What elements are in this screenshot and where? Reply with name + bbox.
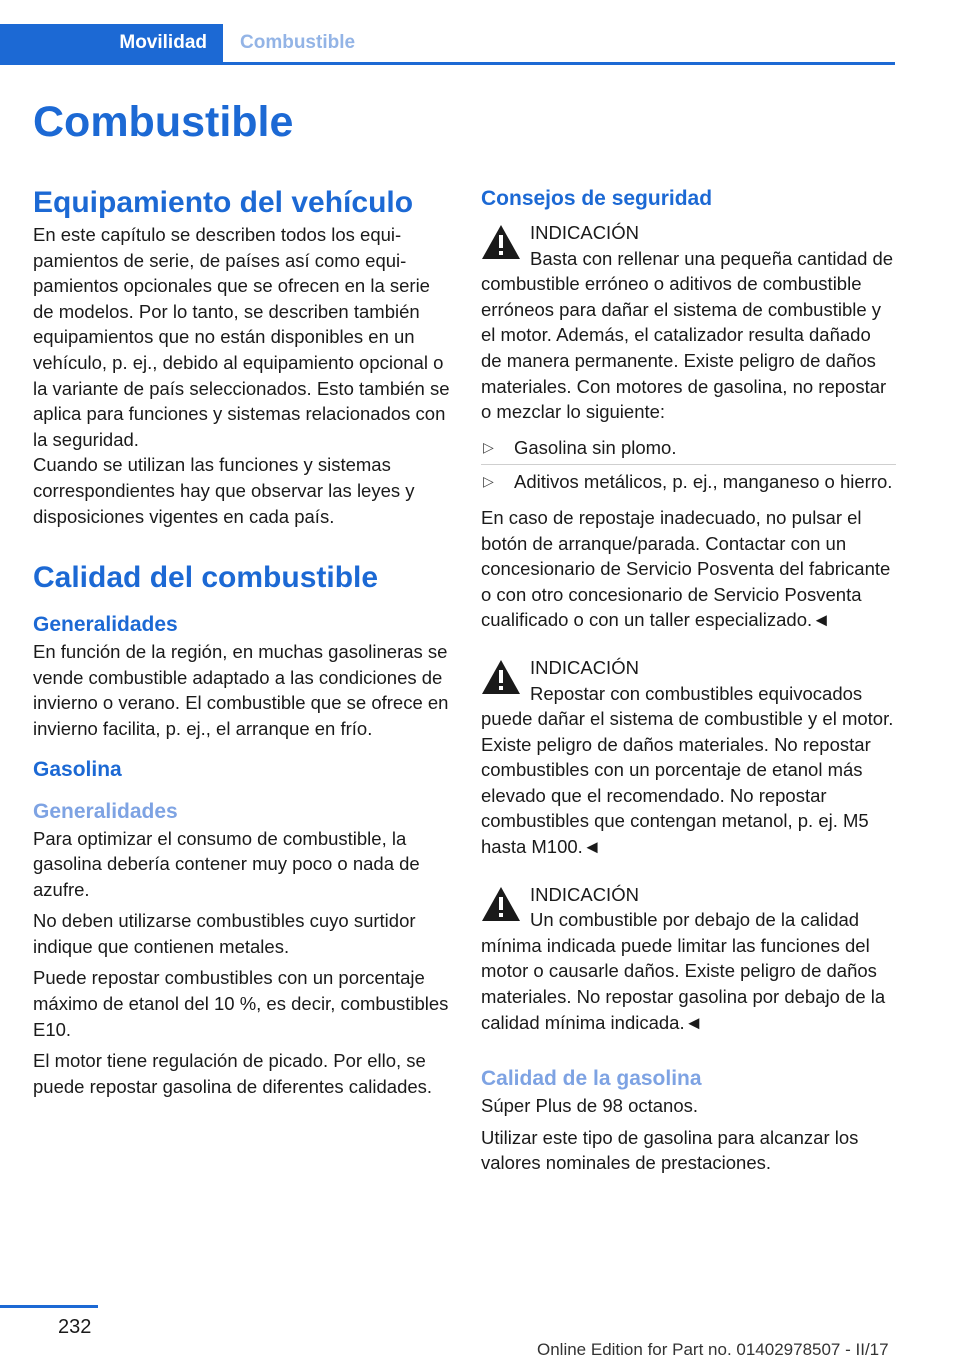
paragraph: El motor tiene regulación de picado. Por ello, se puede repostar gasolina de diferentes calidades. <box>33 1050 433 1097</box>
edition-footer: Online Edition for Part no. 01402978507 - II/17 <box>537 1340 889 1359</box>
warning-block <box>481 882 896 1036</box>
warning-triangle-icon <box>481 659 521 695</box>
heading-gasolina: Gasolina <box>33 757 122 781</box>
right-column <box>481 184 896 1176</box>
warning-triangle-icon <box>481 886 521 922</box>
footer-accent-line <box>0 1305 98 1308</box>
left-column <box>33 184 451 1099</box>
heading-gasolina-generalidades: Generalidades <box>33 799 178 823</box>
warning-triangle-icon <box>481 224 521 260</box>
tab-movilidad[interactable]: Movilidad <box>0 24 223 62</box>
paragraph: En este capítulo se describen todos los equipamientos de serie, de países así como equipamientos opcionales que se ofrecen en la serie de modelos. Por lo tanto, se describen también equipamientos que no están disponibles en un vehículo, p. ej., debido al equipamiento opcional o la variante de país seleccionados. Esto también se aplica para funciones y sistemas relacionados con la seguridad. <box>33 224 450 450</box>
list-item: ▷ Aditivos metálicos, p. ej., manganeso o hierro. <box>481 465 896 499</box>
warning-label: INDICACIÓN <box>530 883 639 905</box>
paragraph: Cuando se utilizan las funciones y sistemas correspondientes hay que observar las leyes y disposiciones vigentes en cada país. <box>33 454 415 527</box>
warning-label: INDICACIÓN <box>530 656 639 678</box>
warning-block <box>481 220 896 425</box>
heading-consejos-seguridad: Consejos de seguridad <box>481 187 713 210</box>
paragraph: Utilizar este tipo de gasolina para alcanzar los valores nominales de prestaciones. <box>481 1126 859 1174</box>
page-number: 232 <box>58 1316 92 1338</box>
list-item: ▷ Gasolina sin plomo. <box>481 431 896 466</box>
heading-equipamiento: Equipamiento del vehículo <box>33 186 414 219</box>
chapter-title: Combustible <box>33 98 294 146</box>
page-header <box>0 24 895 65</box>
warning-block <box>481 655 896 860</box>
triangle-bullet-icon: ▷ <box>483 438 494 455</box>
tab-combustible[interactable]: Combustible <box>240 32 356 53</box>
paragraph: En caso de repostaje inadecuado, no pulsar el botón de arranque/parada. Contactar con un concesionario de Servicio Posventa del fabricante o con otro concesionario de Servicio Posventa cualificado o con un taller especializado.◄ <box>481 506 891 631</box>
warning-label: INDICACIÓN <box>530 222 639 243</box>
heading-calidad-gasolina: Calidad de la gasolina <box>481 1067 702 1091</box>
bullet-list <box>481 431 896 499</box>
paragraph: No deben utilizarse combustibles cuyo surtidor indique que contienen metales. <box>33 910 416 957</box>
paragraph: En función de la región, en muchas gasolineras se vende combustible adaptado a las condiciones de invierno o verano. El combustible que se ofrece en invierno facilita, p. ej., el arranque en frío. <box>33 641 449 739</box>
heading-calidad-combustible: Calidad del combustible <box>33 561 379 595</box>
paragraph: Para optimizar el consumo de combustible, la gasolina debería contener muy poco o nada de azufre. <box>33 827 420 900</box>
warning-text: Repostar con combustibles equivocados puede dañar el sistema de combustible y el motor. Existe peligro de daños materiales. No repostar combustibles con un porcentaje de etanol más elevado que el recomendado. No repostar combustibles que contengan metanol, p. ej. M5 hasta M100.◄ <box>481 682 894 858</box>
heading-generalidades: Generalidades <box>33 613 178 637</box>
paragraph: Súper Plus de 98 octanos. <box>481 1095 699 1117</box>
warning-text: Un combustible por debajo de la calidad mínima indicada puede limitar las funciones del motor o causarle daños. Existe peligro de daños materiales. No repostar gasolina por debajo de la calidad mínima indicada.◄ <box>481 909 886 1033</box>
warning-text: Basta con rellenar una pequeña cantidad de combustible erróneo o aditivos de combustible erróneos para dañar el sistema de combustible y el motor. Además, el catalizador resulta dañado de manera permanente. Existe peligro de daños materiales. Con motores de gasolina, no repostar o mezclar lo siguiente: <box>481 247 894 423</box>
triangle-bullet-icon: ▷ <box>483 473 494 490</box>
paragraph: Puede repostar combustibles con un porcentaje máximo de etanol del 10 %, es decir, combustibles E10. <box>33 967 449 1040</box>
